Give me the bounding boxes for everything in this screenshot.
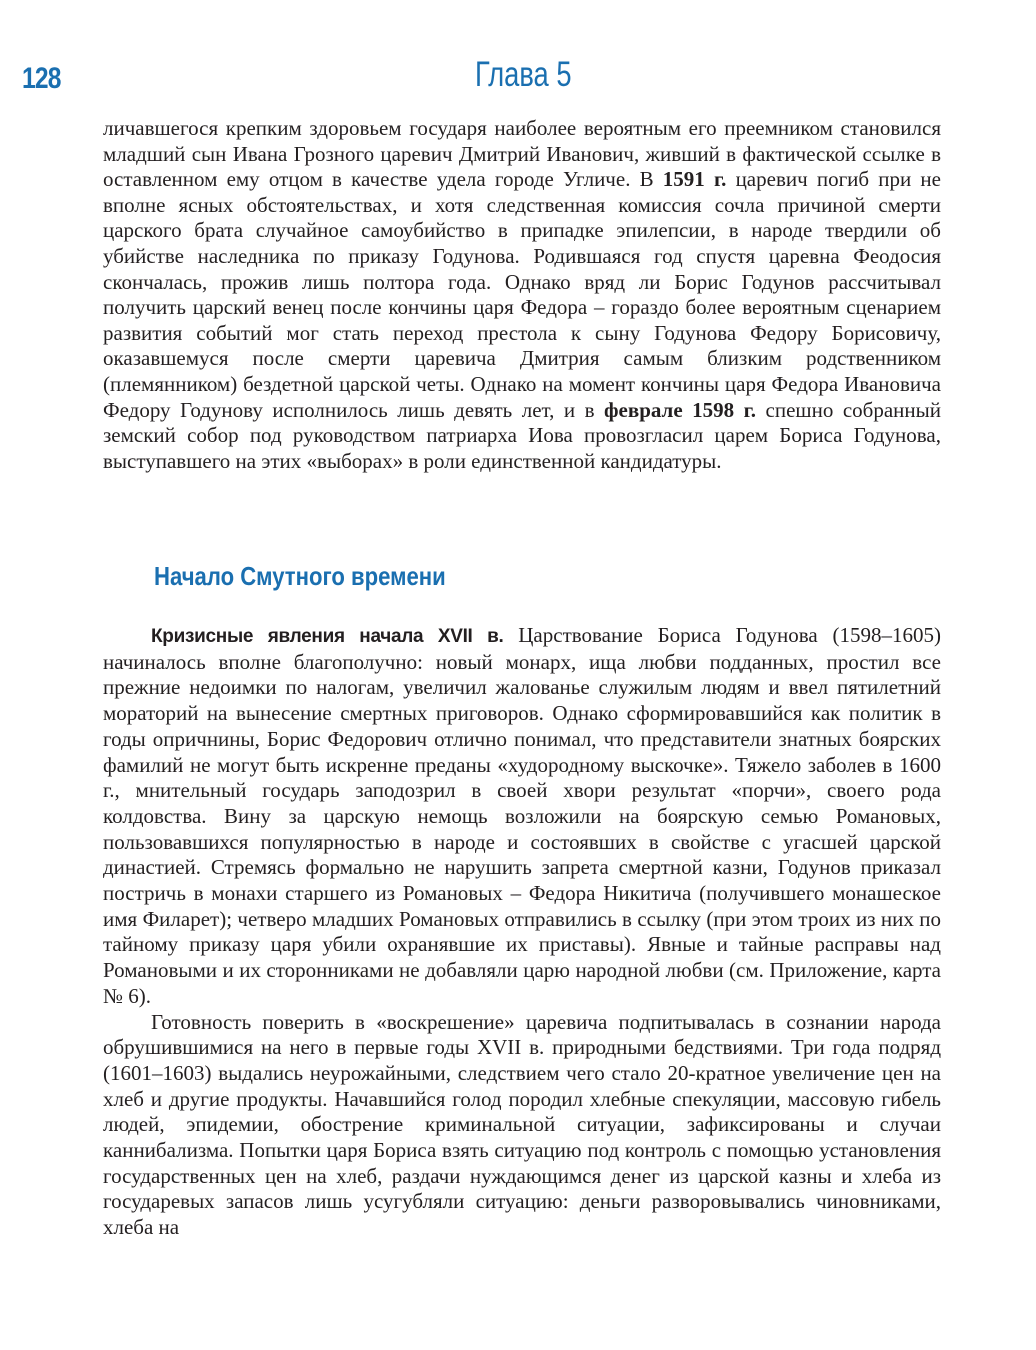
body-text-section [103, 623, 941, 1241]
run-in-heading: Кризисные явления начала XVII в. [151, 626, 504, 647]
bold-year-1591: 1591 г. [662, 167, 727, 192]
chapter-title: Глава 5 [475, 55, 572, 94]
section-heading: Начало Смутного времени [154, 561, 446, 591]
page-number: 128 [22, 62, 61, 95]
paragraph-famine: Готовность поверить в «воскрешение» царевича подпитывалась в сознании народа обрушившимися на него в первые годы XVII в. природными бедствиями. Три года подряд (1601–1603) выдались неурожайными, следствием чего стало 20-кратное увеличение цен на хлеб и другие продукты. Начавшийся голод породил хлебные спекуляции, массовую гибель людей, эпидемии, обострение криминальной ситуации, зафиксированы и случаи каннибализма. Попытки царя Бориса взять ситуацию под контроль с помощью установления государственных цен на хлеб, раздачи нуждающимся денег из царской казны и хлеба из государевых запасов лишь усугубляли ситуацию: деньги разворовывались чиновниками, хлеба на [103, 1009, 941, 1240]
paragraph-crisis: Кризисные явления начала XVII в. Царствование Бориса Годунова (1598–1605) начиналось вполне благополучно: новый монарх, ища любви подданных, простил все прежние недоимки по налогам, увеличил жалованье служилым людям и ввел пятилетний мораторий на вынесение смертных приговоров. Однако сформировавшийся как политик в годы опричнины, Борис Федорович отлично понимал, что представители знатных боярских фамилий не могут быть искренне преданы «худородному выскочке». Тяжело заболев в 1600 г., мнительный государь заподозрил в своей хвори результат «порчи», своего рода колдовства. Вину за царскую немощь возложили на боярскую семью Романовых, пользовавшихся популярностью в народе и состоявших в свойстве с угасшей царской династией. Стремясь формально не нарушить запрета смертной казни, Годунов приказал постричь в монахи старшего из Романовых – Федора Никитича (получившего монашеское имя Филарет); четверо младших Романовых отправились в ссылку (при этом троих из них по тайному приказу царя убили охранявшие их приставы). Явные и тайные расправы над Романовыми и их сторонниками не добавляли царю народной любви (см. Приложение, карта № 6). [103, 623, 941, 1008]
body-text-top [103, 116, 941, 474]
bold-date-1598: феврале 1598 г. [604, 397, 757, 422]
paragraph-continuation: личавшегося крепким здоровьем государя наиболее вероятным его преемником становился младший сын Ивана Грозного царевич Дмитрий Иванович, живший в фактической ссылке в оставленном ему отцом в качестве удела городе Угличе. В 1591 г. царевич погиб при не вполне ясных обстоятельствах, и хотя следственная комиссия сочла причиной смерти царского брата случайное самоубийство в припадке эпилепсии, в народе твердили об убийстве наследника по приказу Годунова. Родившаяся год спустя царевна Феодосия скончалась, прожив лишь полтора года. Однако вряд ли Борис Годунов рассчитывал получить царский венец после кончины царя Федора – гораздо более вероятным сценарием развития событий мог стать переход престола к сыну Годунова Федору Борисовичу, оказавшемуся после смерти царевича Дмитрия самым близким родственником (племянником) бездетной царской четы. Однако на момент кончины царя Федора Ивановича Федору Годунову исполнилось лишь девять лет, и в феврале 1598 г. спешно собранный земский собор под руководством патриарха Иова провозгласил царем Бориса Годунова, выступавшего на этих «выборах» в роли единственной кандидатуры. [103, 116, 941, 473]
